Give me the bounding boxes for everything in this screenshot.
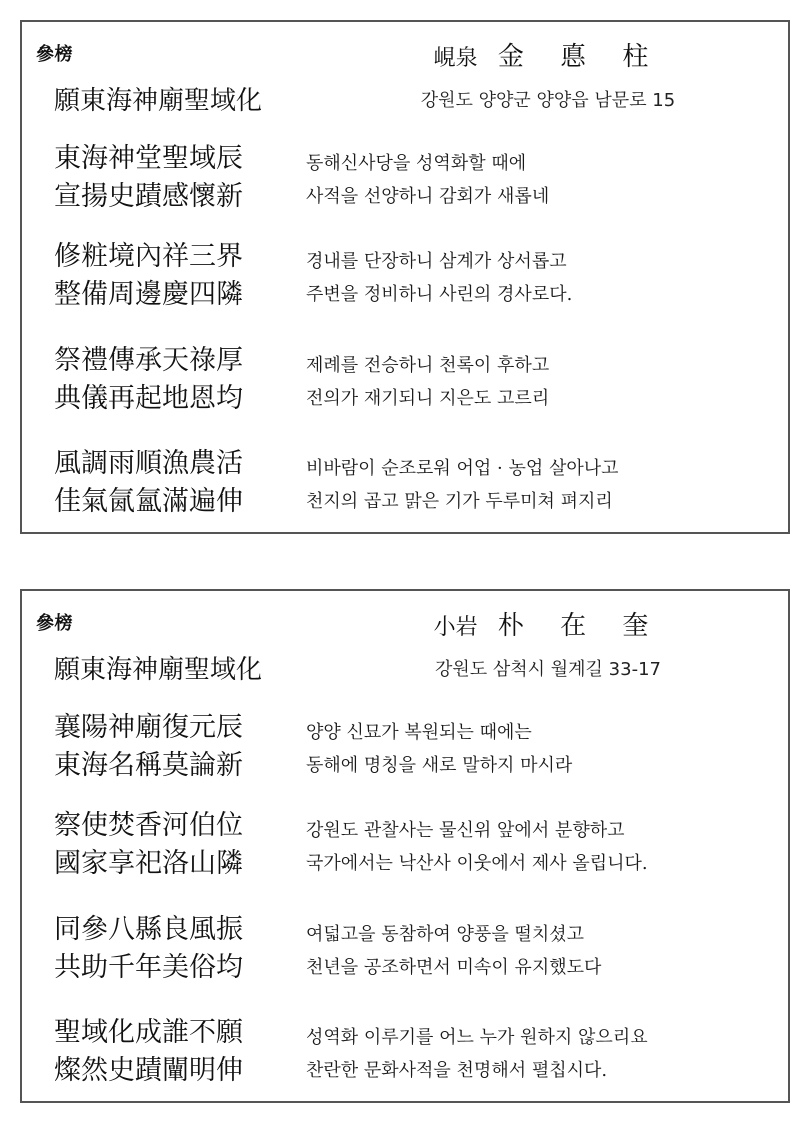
chinese-line: 整備周邊慶四隣 [54,279,243,310]
chinese-line: 典儀再起地恩均 [54,383,243,414]
stanza [54,1016,778,1090]
stanza [54,913,778,987]
chinese-line: 宣揚史蹟感懷新 [54,181,243,212]
author-name: 朴 在 奎 [497,611,663,641]
chinese-line: 東海名稱莫論新 [54,750,243,781]
author-pen-name: 小岩 [433,615,478,640]
korean-translation: 비바람이 순조로워 어업 · 농업 살아나고 [306,458,619,479]
chinese-line: 風調雨順漁農活 [54,448,243,479]
korean-translation: 천지의 곱고 맑은 기가 두루미쳐 펴지리 [306,491,613,512]
author-pen-name: 峴泉 [433,46,478,71]
author-address: 강원도 양양군 양양읍 남문로 15 [420,90,676,111]
korean-translation: 국가에서는 낙산사 이웃에서 제사 올립니다. [306,853,648,874]
korean-translation: 주변을 정비하니 사린의 경사로다. [306,284,573,305]
chinese-line: 同參八縣良風振 [54,914,243,945]
award-tag: 參榜 [36,613,73,634]
korean-translation: 사적을 선양하니 감회가 새롭네 [306,186,550,207]
korean-translation: 성역화 이루기를 어느 누가 원하지 않으리요 [306,1027,648,1048]
poem-title: 願東海神廟聖域化 [54,655,263,685]
award-tag: 參榜 [36,44,73,65]
chinese-line: 聖域化成誰不願 [54,1017,243,1048]
chinese-line: 共助千年美俗均 [54,952,243,983]
chinese-line: 察使焚香河伯位 [54,810,243,841]
author-line [308,36,788,73]
chinese-line: 修粧境內祥三界 [54,241,243,272]
korean-translation: 강원도 관찰사는 물신위 앞에서 분향하고 [306,820,625,841]
chinese-line: 燦然史蹟闡明伸 [54,1055,243,1086]
korean-translation: 동해에 명칭을 새로 말하지 마시라 [306,755,573,776]
chinese-line: 襄陽神廟復元辰 [54,712,243,743]
stanza [54,142,778,216]
stanza [54,809,778,883]
korean-translation: 동해신사당을 성역화할 때에 [306,153,527,174]
chinese-line: 祭禮傳承天祿厚 [54,345,243,376]
korean-translation: 경내를 단장하니 삼계가 상서롭고 [306,251,567,272]
korean-translation: 여덟고을 동참하여 양풍을 떨치셨고 [306,924,584,945]
chinese-line: 東海神堂聖域辰 [54,143,243,174]
korean-translation: 찬란한 문화사적을 천명해서 펼칩시다. [306,1060,608,1081]
stanza [54,447,778,521]
author-address: 강원도 삼척시 월계길 33-17 [435,659,661,680]
korean-translation: 제례를 전승하니 천록이 후하고 [306,355,550,376]
stanza [54,240,778,314]
korean-translation: 양양 신묘가 복원되는 때에는 [306,722,532,743]
chinese-line: 佳氣氤氳滿遍伸 [54,486,243,517]
chinese-line: 國家享祀洛山隣 [54,848,243,879]
author-name: 金 悳 柱 [497,42,663,72]
korean-translation: 전의가 재기되니 지은도 고르리 [306,388,550,409]
author-line [308,605,788,642]
stanza [54,344,778,418]
poem-card [20,20,790,534]
korean-translation: 천년을 공조하면서 미속이 유지했도다 [306,957,602,978]
stanza [54,711,778,785]
poem-title: 願東海神廟聖域化 [54,86,263,116]
poem-card [20,589,790,1103]
